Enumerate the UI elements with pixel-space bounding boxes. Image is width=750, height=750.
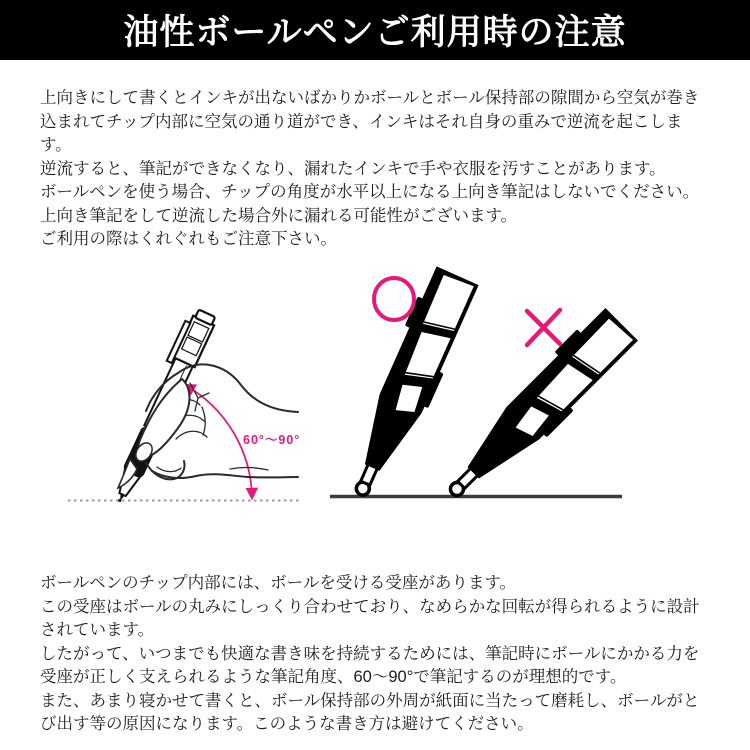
- text-line: 上向きにして書くとインキが出ないばかりかボールとボール保持部の隙間から空気が巻き: [40, 89, 700, 107]
- text-line: されています。: [40, 621, 155, 639]
- text-line: ご利用の際はくれぐれもご注意下さい。: [40, 230, 337, 248]
- pen-angle-illustration: [0, 255, 750, 515]
- detail-paragraph: [40, 572, 740, 737]
- page-title: 油性ボールペンご利用時の注意: [123, 13, 627, 52]
- angle-label: 60°〜90°: [243, 433, 301, 447]
- text-line: 逆流すると、筆記ができなくなり、漏れたインキで手や衣服を汚すことがあります。: [40, 159, 666, 178]
- wrong-mark-icon: [527, 310, 560, 345]
- text-line: び出す等の原因になります。このような書き方は避けてください。: [40, 715, 534, 733]
- intro-paragraph: [40, 87, 740, 252]
- hand-writing-figure: [68, 306, 302, 506]
- text-line: す。: [40, 136, 72, 154]
- text-line: 込まれてチップ内部に空気の通り道ができ、インキはそれ自身の重みで逆流を起こしま: [40, 112, 683, 131]
- text-line: また、あまり寝かせて書くと、ボール保持部の外周が紙面に当たって磨耗し、ボールがと: [40, 691, 700, 710]
- header-bar: [0, 0, 750, 60]
- pen-angle-examples: [330, 264, 641, 512]
- correct-pen: [335, 264, 483, 505]
- text-line: ボールペンを使う場合、チップの角度が水平以上になる上向き筆記はしないでください。: [40, 183, 700, 201]
- text-line: ボールペンのチップ内部には、ボールを受ける受座があります。: [40, 574, 517, 592]
- text-line: 上向き筆記をして逆流した場合外に漏れる可能性がございます。: [40, 206, 518, 225]
- correct-mark-icon: [374, 278, 414, 320]
- text-line: 受座が正しく支えられるような筆記角度、60〜90°で筆記するのが理想的です。: [40, 668, 627, 686]
- text-line: この受座はボールの丸みにしっくり合わせており、なめらかな回転が得られるように設計: [40, 597, 700, 616]
- text-line: したがって、いつまでも快適な書き味を持続するためには、筆記時にボールにかかる力を: [40, 644, 700, 663]
